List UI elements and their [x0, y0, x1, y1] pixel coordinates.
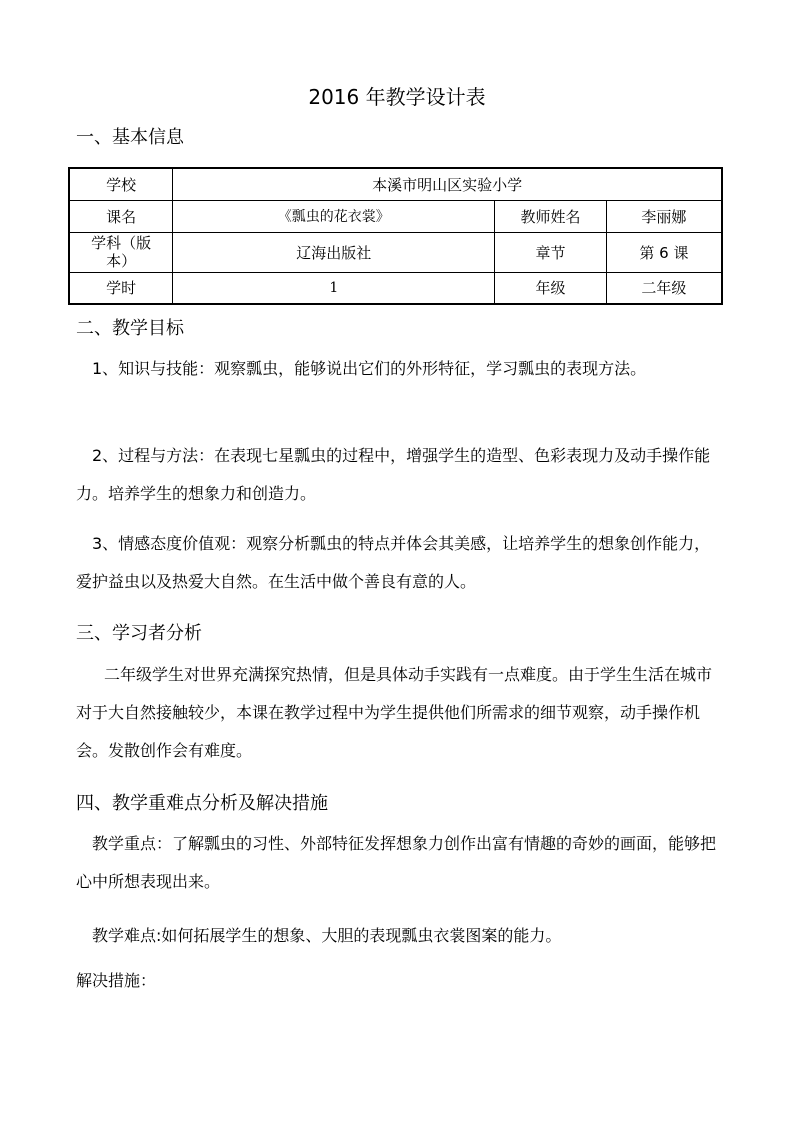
- school-value: 本溪市明山区实验小学: [173, 168, 722, 200]
- teacher-label: 教师姓名: [495, 200, 607, 232]
- school-label: 学校: [69, 168, 173, 200]
- teaching-difficulty-text: 教学难点:如何拓展学生的想象、大胆的表现瓢虫衣裳图案的能力。: [92, 926, 562, 945]
- section-heading-keypoints: 四、教学重难点分析及解决措施: [76, 793, 328, 814]
- grade-value: 二年级: [606, 272, 722, 304]
- grade-label: 年级: [495, 272, 607, 304]
- document-title: 2016 年教学设计表: [308, 85, 486, 109]
- subject-value: 辽海出版社: [173, 232, 495, 272]
- subject-label: 学科（版本）: [69, 232, 173, 272]
- section-heading-basic-info: 一、基本信息: [76, 127, 184, 148]
- teaching-focus-text: 教学重点：了解瓢虫的习性、外部特征发挥想象力创作出富有情趣的奇妙的画面，能够把心中所想表现出来。: [76, 834, 717, 891]
- solution-label: 解决措施：: [76, 971, 157, 990]
- course-label: 课名: [69, 200, 173, 232]
- section-heading-learners: 三、学习者分析: [76, 623, 202, 644]
- chapter-value: 第 6 课: [606, 232, 722, 272]
- teacher-value: 李丽娜: [606, 200, 722, 232]
- table-row: [69, 200, 722, 232]
- basic-info-table: [68, 167, 723, 305]
- chapter-label: 章节: [495, 232, 607, 272]
- goal-emotion-values: 3、情感态度价值观：观察分析瓢虫的特点并体会其美感，让培养学生的想象创作能力，爱护益虫以及热爱大自然。在生活中做个善良有意的人。: [76, 534, 711, 591]
- hours-label: 学时: [69, 272, 173, 304]
- goal-knowledge-skills: 1、知识与技能：观察瓢虫，能够说出它们的外形特征，学习瓢虫的表现方法。: [92, 359, 647, 378]
- goal-process-method: 2、过程与方法：在表现七星瓢虫的过程中，增强学生的造型、色彩表现力及动手操作能力。培养学生的想象力和创造力。: [76, 446, 711, 503]
- table-row: [69, 272, 722, 304]
- section-heading-goals: 二、教学目标: [76, 318, 184, 339]
- table-row: [69, 232, 722, 272]
- table-row: [69, 168, 722, 200]
- learner-analysis-text: 二年级学生对世界充满探究热情，但是具体动手实践有一点难度。由于学生生活在城市对于大自然接触较少，本课在教学过程中为学生提供他们所需求的细节观察，动手操作机会。发散创作会有难度。: [76, 665, 713, 760]
- hours-value: 1: [173, 272, 495, 304]
- course-value: 《瓢虫的花衣裳》: [173, 200, 495, 232]
